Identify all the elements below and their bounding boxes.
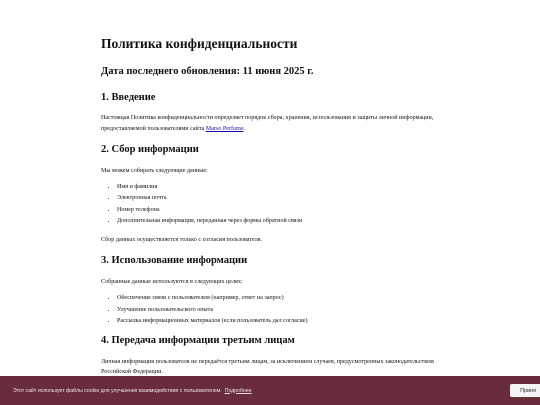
cookie-banner <box>0 376 540 405</box>
section-heading: 3. Использование информации <box>101 255 248 267</box>
usage-purposes-list <box>101 293 441 327</box>
cookie-more-link[interactable]: Подробнее <box>224 387 252 394</box>
policy-content <box>101 36 441 384</box>
last-updated-date: Дата последнего обновления: 11 июня 2025 г. <box>101 66 314 78</box>
section-data-usage <box>101 255 441 327</box>
section-third-parties <box>101 335 441 377</box>
list-item: • Электронная почта <box>117 193 441 204</box>
section-heading: 2. Сбор информации <box>101 144 199 156</box>
list-item: • Имя и фамилия <box>117 182 441 193</box>
collected-data-list <box>101 182 441 227</box>
section-outro: Сбор данных осуществляется только с согласия пользователя. <box>101 237 263 244</box>
list-item: • Улучшение пользовательского опыта <box>117 305 441 316</box>
list-item: • Рассылка информационных материалов (если пользователь дал согласие) <box>117 316 441 327</box>
site-link[interactable]: Marso Perfume <box>205 125 244 132</box>
section-intro: Мы можем собирать следующие данные: <box>101 167 208 174</box>
cookie-banner-text: Этот сайт использует файлы cookie для улучшения взаимодействия с пользователем. Подробнее <box>13 387 252 394</box>
section-heading: 1. Введение <box>101 91 156 103</box>
section-intro: Собранные данные используются в следующих целях: <box>101 279 243 286</box>
page-title: Политика конфиденциальности <box>101 36 298 51</box>
section-text: Личная информация пользователя не передаётся третьим лицам, за исключением случаев, предусмотренных законодательством Российской Федерации. <box>101 358 434 376</box>
list-item: • Номер телефона <box>117 205 441 216</box>
section-data-collection <box>101 144 441 245</box>
section-introduction <box>101 92 441 134</box>
section-heading: 4. Передача информации третьим лицам <box>101 335 295 347</box>
list-item: • Дополнительная информация, переданная через формы обратной связи <box>117 216 441 227</box>
list-item: • Обеспечение связи с пользователем (например, ответ на запрос) <box>117 293 441 304</box>
section-text: Настоящая Политика конфиденциальности определяет порядок сбора, хранения, использования и защиты личной информации, предоставляемой пользователями сайта Marso Perfume. <box>101 115 434 132</box>
cookie-accept-button[interactable]: Приня <box>510 384 540 397</box>
